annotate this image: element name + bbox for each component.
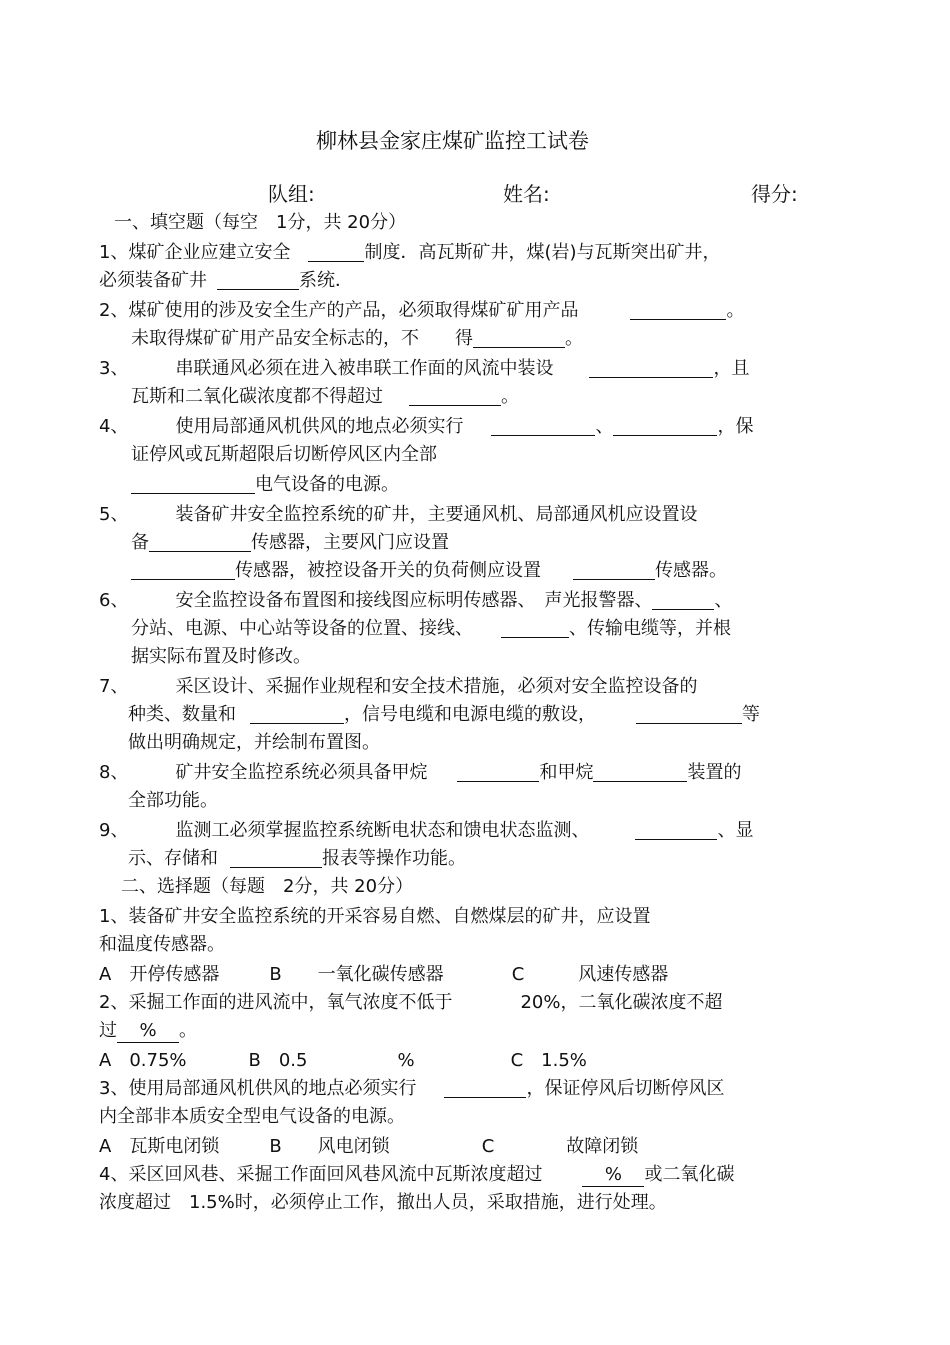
name-label: 姓名: <box>503 182 550 206</box>
s1-q9-line1: 9、 监测工必须掌握监控系统断电状态和馈电状态监测、 、显 <box>99 820 754 841</box>
team-label: 队组: <box>268 182 315 206</box>
s2-q2-line2: 过 % 。 <box>99 1020 197 1041</box>
s2-q1-line2: 和温度传感器。 <box>99 934 225 955</box>
s1-q4-line1: 4、 使用局部通风机供风的地点必须实行 、 ，保 <box>99 416 754 437</box>
answer-blank[interactable] <box>444 1077 526 1098</box>
section2-heading: 二、选择题（每题 2分，共 20分） <box>121 876 414 897</box>
s2-q1-options <box>99 962 668 988</box>
answer-blank[interactable] <box>308 241 364 262</box>
s1-q4-line2: 证停风或瓦斯超限后切断停风区内全部 <box>131 444 437 465</box>
s1-q4-line3: 电气设备的电源。 <box>131 472 399 498</box>
s2-q3-line2: 内全部非本质安全型电气设备的电源。 <box>99 1106 405 1127</box>
option-b[interactable]: B 一氧化碳传感器 <box>269 964 444 985</box>
answer-blank[interactable]: % <box>582 1164 644 1187</box>
s1-q9-line2: 示、存储和 报表等操作功能。 <box>128 848 466 869</box>
s1-q3-line2: 瓦斯和二氧化碳浓度都不得超过 。 <box>131 386 519 407</box>
answer-blank[interactable] <box>409 385 501 406</box>
s1-q6-line3: 据实际布置及时修改。 <box>131 646 311 667</box>
answer-blank[interactable] <box>652 589 714 610</box>
s1-q6-line1: 6、 安全监控设备布置图和接线图应标明传感器、 声光报警器、 、 <box>99 590 733 611</box>
s2-q1-line1: 1、装备矿井安全监控系统的开采容易自燃、自燃煤层的矿井，应设置 <box>99 906 651 927</box>
s1-q8-line2: 全部功能。 <box>128 790 218 811</box>
answer-blank[interactable] <box>589 357 713 378</box>
s1-q2-line1: 2、煤矿使用的涉及安全生产的产品，必须取得煤矿矿用产品 。 <box>99 300 745 321</box>
answer-blank[interactable]: % <box>117 1020 179 1043</box>
answer-blank[interactable] <box>473 327 565 348</box>
answer-blank[interactable] <box>636 703 742 724</box>
answer-blank[interactable] <box>630 299 726 320</box>
s2-q2-line1: 2、采掘工作面的进风流中，氧气浓度不低于 20%，二氧化碳浓度不超 <box>99 992 723 1013</box>
score-label: 得分: <box>751 182 798 206</box>
s1-q8-line1: 8、 矿井安全监控系统必须具备甲烷 和甲烷 装置的 <box>99 762 742 783</box>
s1-q5-line2: 备 传感器，主要风门应设置 <box>131 532 449 553</box>
option-a[interactable]: A 0.75% <box>99 1050 187 1071</box>
s1-q5-line3: 传感器，被控设备开关的负荷侧应设置 传感器。 <box>131 558 727 584</box>
option-b-unit: % <box>397 1050 415 1071</box>
s1-q1-line2: 必须装备矿井 系统． <box>99 270 353 291</box>
answer-blank[interactable] <box>457 761 539 782</box>
answer-blank[interactable] <box>131 559 235 580</box>
answer-blank[interactable] <box>573 559 655 580</box>
answer-blank[interactable] <box>501 617 569 638</box>
answer-blank[interactable] <box>131 473 255 494</box>
s1-q1-line1: 1、煤矿企业应建立安全 制度．高瓦斯矿井，煤(岩)与瓦斯突出矿井， <box>99 242 721 263</box>
s2-q3-line1: 3、使用局部通风机供风的地点必须实行 ，保证停风后切断停风区 <box>99 1078 725 1099</box>
option-b[interactable]: B 0.5 <box>248 1050 308 1071</box>
option-a[interactable]: A 瓦斯电闭锁 <box>99 1136 220 1157</box>
answer-blank[interactable] <box>250 703 344 724</box>
answer-blank[interactable] <box>613 415 717 436</box>
s2-q4-line1: 4、采区回风巷、采掘工作面回风巷风流中瓦斯浓度超过 % 或二氧化碳 <box>99 1164 735 1185</box>
option-c[interactable]: C 风速传感器 <box>511 964 669 985</box>
s1-q3-line1: 3、 串联通风必须在进入被串联工作面的风流中装设 ，且 <box>99 358 750 379</box>
s2-q3-options <box>99 1134 638 1160</box>
option-c[interactable]: C 故障闭锁 <box>481 1136 639 1157</box>
answer-blank[interactable] <box>230 847 322 868</box>
s1-q6-line2: 分站、电源、中心站等设备的位置、接线、 、传输电缆等，并根 <box>131 618 731 639</box>
option-b[interactable]: B 风电闭锁 <box>269 1136 390 1157</box>
s2-q2-options <box>99 1048 587 1074</box>
page-title: 柳林县金家庄煤矿监控工试卷 <box>316 129 589 153</box>
answer-blank[interactable] <box>635 819 717 840</box>
s1-q7-line3: 做出明确规定，并绘制布置图。 <box>128 732 380 753</box>
s1-q7-line1: 7、 采区设计、采掘作业规程和安全技术措施，必须对安全监控设备的 <box>99 676 698 697</box>
answer-blank[interactable] <box>217 269 299 290</box>
answer-blank[interactable] <box>149 531 251 552</box>
option-c[interactable]: C 1.5% <box>510 1050 587 1071</box>
option-a[interactable]: A 开停传感器 <box>99 964 220 985</box>
s2-q4-line2: 浓度超过 1.5%时，必须停止工作，撤出人员，采取措施，进行处理。 <box>99 1192 667 1213</box>
s1-q2-line2: 未取得煤矿矿用产品安全标志的，不 得 。 <box>131 328 583 349</box>
s1-q5-line1: 5、 装备矿井安全监控系统的矿井，主要通风机、局部通风机应设置设 <box>99 504 698 525</box>
answer-blank[interactable] <box>491 415 595 436</box>
answer-blank[interactable] <box>593 761 687 782</box>
section1-heading: 一、填空题（每空 1分，共 20分） <box>114 212 407 233</box>
s1-q7-line2: 种类、数量和 ，信号电缆和电源电缆的敷设， 等 <box>128 704 760 725</box>
